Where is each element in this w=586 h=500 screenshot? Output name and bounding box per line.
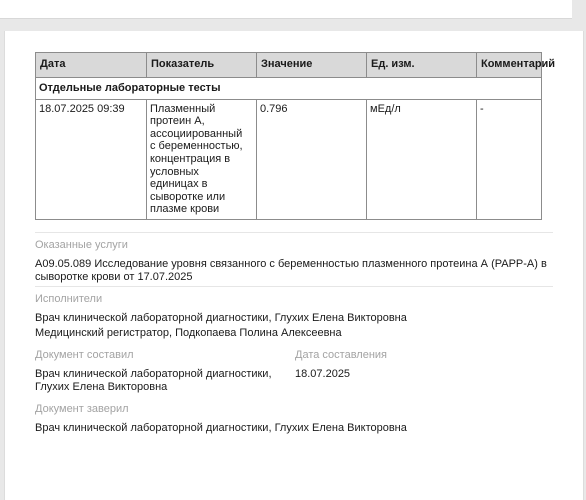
- cell-value: 0.796: [257, 99, 367, 219]
- composed-by-section: [35, 349, 272, 394]
- header-indicator: Показатель: [147, 53, 257, 78]
- cell-date: 18.07.2025 09:39: [36, 99, 147, 219]
- certified-by-section: [35, 403, 407, 435]
- previous-page-edge: [0, 0, 572, 19]
- header-date: Дата: [36, 53, 147, 78]
- composed-by-line: Глухих Елена Викторовна: [35, 381, 168, 393]
- divider: [35, 232, 553, 233]
- performer-item: Врач клинической лабораторной диагностики, Глухих Елена Викторовна: [35, 312, 407, 324]
- cell-unit: мЕд/л: [367, 99, 477, 219]
- section-row: [36, 78, 542, 100]
- indicator-line: с беременностью,: [150, 140, 243, 153]
- document-page: [4, 31, 584, 500]
- composed-by-line: Врач клинической лабораторной диагностики,: [35, 368, 272, 380]
- indicator-line: ассоциированный: [150, 127, 243, 140]
- header-value: Значение: [257, 53, 367, 78]
- indicator-line: протеин А,: [150, 115, 205, 128]
- header-comment: Комментарий: [477, 53, 542, 78]
- performer-item: Медицинский регистратор, Подкопаева Полина Алексеевна: [35, 327, 342, 339]
- performers-label: Исполнители: [35, 293, 103, 305]
- indicator-line: Плазменный: [150, 102, 216, 115]
- composed-date-value: 18.07.2025: [295, 368, 351, 380]
- table-row: [36, 99, 542, 219]
- services-label: Оказанные услуги: [35, 239, 128, 251]
- indicator-line: плазме крови: [150, 203, 220, 216]
- header-unit: Ед. изм.: [367, 53, 477, 78]
- services-section: [35, 239, 547, 284]
- composed-date-section: [295, 349, 387, 381]
- indicator-line: условных: [150, 165, 199, 178]
- certified-by-label: Документ заверил: [35, 403, 129, 415]
- services-line: сыворотке крови от 17.07.2025: [35, 271, 193, 283]
- cell-comment: -: [477, 99, 542, 219]
- composed-by-label: Документ составил: [35, 349, 134, 361]
- divider: [35, 286, 553, 287]
- certified-by-value: Врач клинической лабораторной диагностики, Глухих Елена Викторовна: [35, 422, 407, 434]
- cell-indicator: [147, 99, 257, 219]
- table-header-row: [36, 53, 542, 78]
- indicator-line: сыворотке или: [150, 190, 226, 203]
- indicator-line: единицах в: [150, 178, 208, 191]
- lab-results-table: [35, 52, 556, 220]
- composed-date-label: Дата составления: [295, 349, 387, 361]
- indicator-line: концентрация в: [150, 152, 231, 165]
- performers-section: [35, 293, 407, 340]
- services-line: А09.05.089 Исследование уровня связанного с беременностью плазменного протеина А (PAPP-A) в: [35, 258, 547, 270]
- section-title: Отдельные лабораторные тесты: [36, 78, 542, 100]
